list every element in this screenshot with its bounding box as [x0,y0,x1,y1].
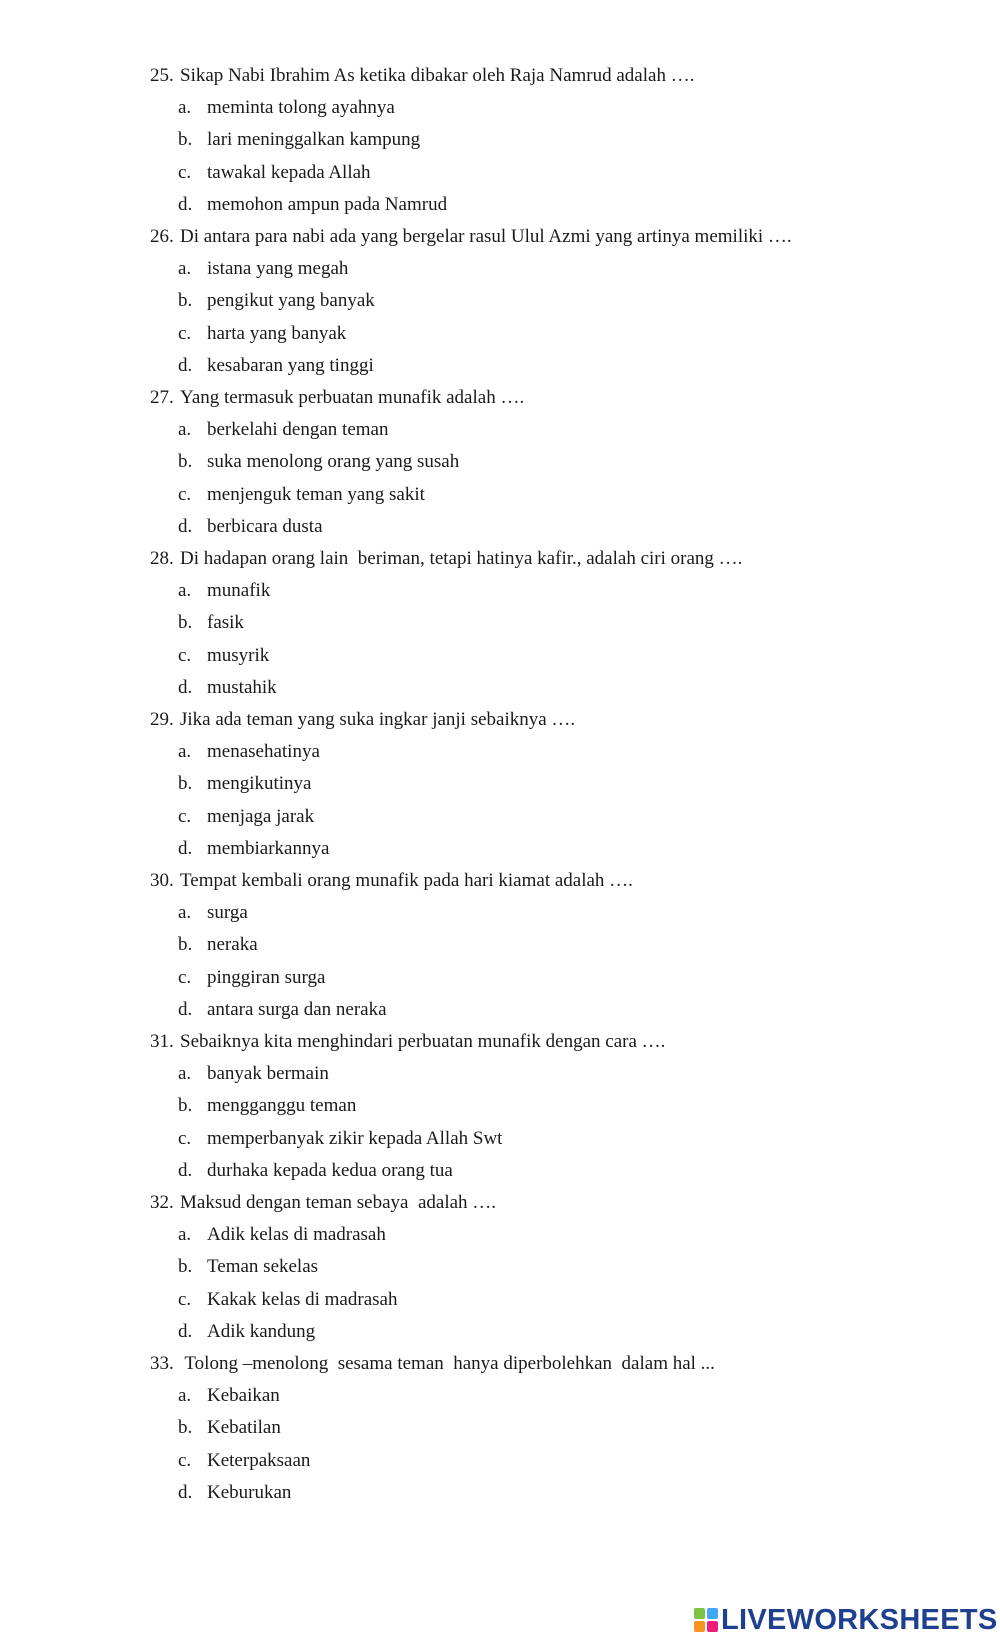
option-text: tawakal kepada Allah [207,161,371,183]
option-letter: b. [178,1095,193,1117]
answer-option [178,1218,386,1252]
answer-option [178,735,320,769]
option-text: berkelahi dengan teman [207,419,389,441]
answer-option [178,928,258,962]
option-text: menasehatinya [207,741,320,763]
answer-option [178,1057,329,1091]
option-text: mengikutinya [207,773,312,795]
answer-option [178,510,323,544]
answer-option [178,1250,318,1284]
option-letter: c. [178,966,192,988]
option-text: Keterpaksaan [207,1449,311,1471]
question-line [150,220,792,254]
option-text: suka menolong orang yang susah [207,451,460,473]
answer-option [178,349,374,383]
option-text: harta yang banyak [207,322,347,344]
option-text: meminta tolong ayahnya [207,97,395,119]
option-letter: a. [178,419,192,441]
option-letter: a. [178,97,192,119]
question-line [150,1347,715,1381]
question-text: Sikap Nabi Ibrahim As ketika dibakar oleh Raja Namrud adalah …. [180,65,695,86]
question-text: Maksud dengan teman sebaya adalah …. [180,1192,497,1213]
option-letter: b. [178,934,193,956]
liveworksheets-logo-icon [694,1608,718,1632]
option-letter: b. [178,1256,193,1278]
answer-option [178,1154,453,1188]
question-number: 25. [150,65,174,86]
question-number: 30. [150,870,174,891]
option-text: surga [207,902,248,924]
answer-option [178,156,371,190]
question-number: 29. [150,709,174,730]
option-letter: c. [178,1127,192,1149]
answer-option [178,574,270,608]
answer-option [178,123,420,157]
answer-option [178,1283,397,1317]
question-number: 26. [150,226,174,247]
option-letter: a. [178,1385,192,1407]
question-text: Jika ada teman yang suka ingkar janji sebaiknya …. [180,709,576,730]
question-line [150,703,575,737]
option-text: Kebatilan [207,1417,281,1439]
question-line [150,542,742,576]
question-line [150,381,524,415]
answer-option [178,767,311,801]
answer-option [178,284,375,318]
option-text: banyak bermain [207,1063,329,1085]
answer-option [178,671,277,705]
option-letter: c. [178,1449,192,1471]
question-number: 33. [150,1353,174,1374]
option-letter: d. [178,837,193,859]
option-letter: d. [178,354,193,376]
option-text: lari meninggalkan kampung [207,129,421,151]
option-text: mengganggu teman [207,1095,357,1117]
question-text: Tolong –menolong sesama teman hanya diperbolehkan dalam hal ... [180,1353,715,1374]
option-letter: d. [178,1159,193,1181]
option-text: istana yang megah [207,258,349,280]
option-text: Adik kelas di madrasah [207,1224,386,1246]
option-text: munafik [207,580,271,602]
answer-option [178,606,244,640]
option-letter: b. [178,290,193,312]
option-text: berbicara dusta [207,515,323,537]
option-letter: a. [178,741,192,763]
option-text: durhaka kepada kedua orang tua [207,1159,453,1181]
option-text: Keburukan [207,1481,292,1503]
answer-option [178,1122,502,1156]
question-line [150,1025,665,1059]
option-letter: c. [178,1288,192,1310]
option-text: menjaga jarak [207,805,315,827]
question-number: 32. [150,1192,174,1213]
answer-option [178,993,387,1027]
option-text: menjenguk teman yang sakit [207,483,425,505]
option-text: membiarkannya [207,837,330,859]
answer-option [178,317,346,351]
option-letter: a. [178,258,192,280]
option-letter: a. [178,902,192,924]
option-letter: a. [178,1063,192,1085]
answer-option [178,445,459,479]
question-line [150,1186,496,1220]
option-letter: b. [178,612,193,634]
answer-option [178,1411,281,1445]
question-text: Tempat kembali orang munafik pada hari kiamat adalah …. [180,870,633,891]
question-text: Sebaiknya kita menghindari perbuatan munafik dengan cara …. [180,1031,666,1052]
question-number: 28. [150,548,174,569]
liveworksheets-watermark [694,1604,998,1636]
option-letter: c. [178,483,192,505]
option-letter: c. [178,322,192,344]
watermark-text: LIVEWORKSHEETS [721,1604,998,1636]
answer-option [178,1089,356,1123]
answer-option [178,961,325,995]
option-text: neraka [207,934,258,956]
option-text: kesabaran yang tinggi [207,354,374,376]
answer-option [178,1444,310,1478]
question-number: 31. [150,1031,174,1052]
option-text: musyrik [207,644,270,666]
option-letter: a. [178,580,192,602]
option-letter: d. [178,998,193,1020]
question-text: Di hadapan orang lain beriman, tetapi hatinya kafir., adalah ciri orang …. [180,548,743,569]
answer-option [178,478,425,512]
answer-option [178,832,329,866]
option-text: Teman sekelas [207,1256,319,1278]
option-letter: c. [178,805,192,827]
option-text: fasik [207,612,244,634]
option-letter: c. [178,644,192,666]
option-letter: d. [178,1320,193,1342]
option-text: antara surga dan neraka [207,998,387,1020]
option-text: Adik kandung [207,1320,316,1342]
answer-option [178,1476,291,1510]
option-letter: b. [178,451,193,473]
answer-option [178,896,248,930]
answer-option [178,1315,315,1349]
option-letter: b. [178,129,193,151]
option-letter: b. [178,1417,193,1439]
answer-option [178,800,314,834]
option-letter: d. [178,193,193,215]
option-letter: b. [178,773,193,795]
option-letter: d. [178,1481,193,1503]
question-text: Di antara para nabi ada yang bergelar rasul Ulul Azmi yang artinya memiliki …. [180,226,792,247]
question-number: 27. [150,387,174,408]
option-text: memohon ampun pada Namrud [207,193,448,215]
answer-option [178,188,447,222]
option-letter: c. [178,161,192,183]
option-text: pinggiran surga [207,966,326,988]
answer-option [178,639,269,673]
answer-option [178,252,348,286]
question-line [150,59,694,93]
question-line [150,864,633,898]
option-text: Kebaikan [207,1385,280,1407]
option-letter: d. [178,676,193,698]
answer-option [178,1379,280,1413]
question-text: Yang termasuk perbuatan munafik adalah …. [180,387,525,408]
answer-option [178,413,388,447]
option-text: mustahik [207,676,277,698]
option-text: Kakak kelas di madrasah [207,1288,398,1310]
option-letter: d. [178,515,193,537]
answer-option [178,91,395,125]
option-text: memperbanyak zikir kepada Allah Swt [207,1127,503,1149]
option-text: pengikut yang banyak [207,290,375,312]
option-letter: a. [178,1224,192,1246]
